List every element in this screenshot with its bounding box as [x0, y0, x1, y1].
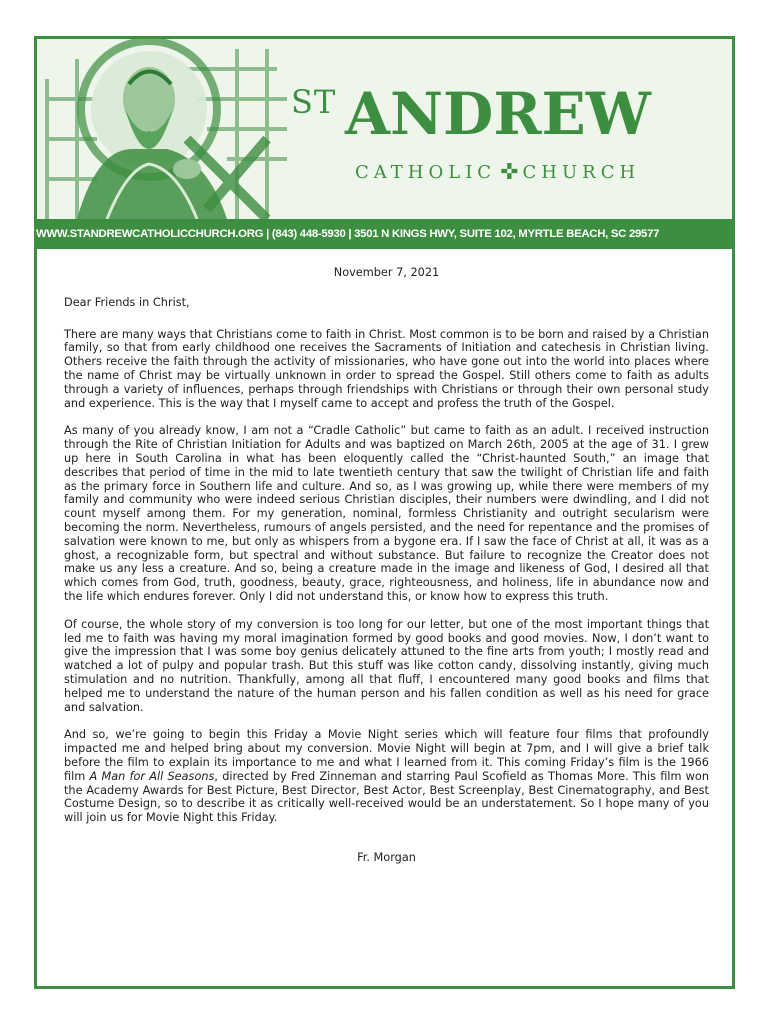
paragraph-text: , directed by Fred Zinneman and starring Paul Scofield as Thomas More. This film won the Academy Awards for Best Picture, Best Director, Best Actor, Best Screenplay, Best Cinematography, and Best Costume Design, so to describe it as critically well-received would be an understatement. So I hope many of you will join us for Movie Night this Friday.: [64, 769, 709, 825]
letter-signature: Fr. Morgan: [357, 850, 416, 864]
cross-icon: ✜: [500, 160, 519, 185]
letter-date: November 7, 2021: [333, 266, 440, 279]
logo-subtitle-left: CATHOLIC: [355, 162, 497, 183]
contact-bar: WWW.STANDREWCATHOLICCHURCH.ORG | (843) 448-5930 | 3501 N KINGS HWY, SUITE 102, MYRTLE BEACH, SC 29577: [34, 219, 735, 249]
logo-subtitle: [355, 160, 640, 185]
logo-st: ST: [291, 83, 337, 121]
film-title: A Man for All Seasons: [89, 769, 215, 783]
letter-salutation: Dear Friends in Christ,: [64, 295, 190, 309]
logo-subtitle-right: CHURCH: [522, 162, 641, 183]
letter-paragraph: Of course, the whole story of my conversion is too long for our letter, but one of the most important things that led me to faith was having my moral imagination formed by good books and good movies. Now, I don’t want to give the impression that I was some boy genius delicately attuned to the fine arts from youth; I mostly read and watched a lot of pulpy and popular trash. But this stuff was like cotton candy, dissolving instantly, giving much stimulation and no nutrition. Thankfully, among all that fluff, I encountered many good books and films that helped me to understand the nature of the human person and his fallen condition as well as his need for grace and salvation.: [64, 617, 709, 714]
letter-paragraph: There are many ways that Christians come to faith in Christ. Most common is to be born and raised by a Christian family, so that from early childhood one receives the Sacraments of Initiation and catechesis in Christian living. Others receive the faith through the activity of missionaries, who have gone out into the world into places where the name of Christ may be virtually unknown in order to spread the Gospel. Still others come to faith as adults through a variety of influences, perhaps through friendships with Christians or through their own personal study and experience. This is the way that I myself came to accept and profess the truth of the Gospel.: [64, 327, 709, 410]
logo-name: ANDREW: [345, 80, 651, 148]
letter-body: [64, 266, 709, 876]
letter-paragraph: As many of you already know, I am not a “Cradle Catholic” but came to faith as an adult. I received instruction through the Rite of Christian Initiation for Adults and was baptized on March 26th, 2005 at the age of 31. I grew up here in South Carolina in what has been eloquently called the “Christ-haunted South,” an image that describes that period of time in the mid to late twentieth century that saw the twilight of Christian life and faith as the primary force in Southern life and culture. And so, as I was growing up, while there were members of my family and community who were indeed serious Christian disciples, their numbers were dwindling, and I did not count myself among them. For my generation, nominal, formless Christianity and outright secularism were becoming the norm. Nevertheless, rumours of angels persisted, and the need for repentance and the promises of salvation were known to me, but only as whispers from a bygone era. If I saw the face of Christ at all, it was as a ghost, a recognizable form, but spectral and without substance. But failure to recognize the Creator does not make us any less a creature. And so, being a creature made in the image and likeness of God, I desired all that which comes from God, truth, goodness, beauty, grace, righteousness, and holiness, life in abundance now and the life which endures forever. Only I did not understand this, or know how to express this truth.: [64, 424, 709, 603]
paragraph-text: And so, we’re going to begin this Friday a Movie Night series which will feature four films that profoundly impacted me and helped bring about my conversion. Movie Night will begin at 7pm, and I will give a brief talk before the film to explain its importance to me and what I learned from it. This coming Friday’s film is the 1966 film: [64, 728, 709, 783]
header-banner: [37, 39, 732, 219]
letter-paragraph: [64, 728, 709, 825]
